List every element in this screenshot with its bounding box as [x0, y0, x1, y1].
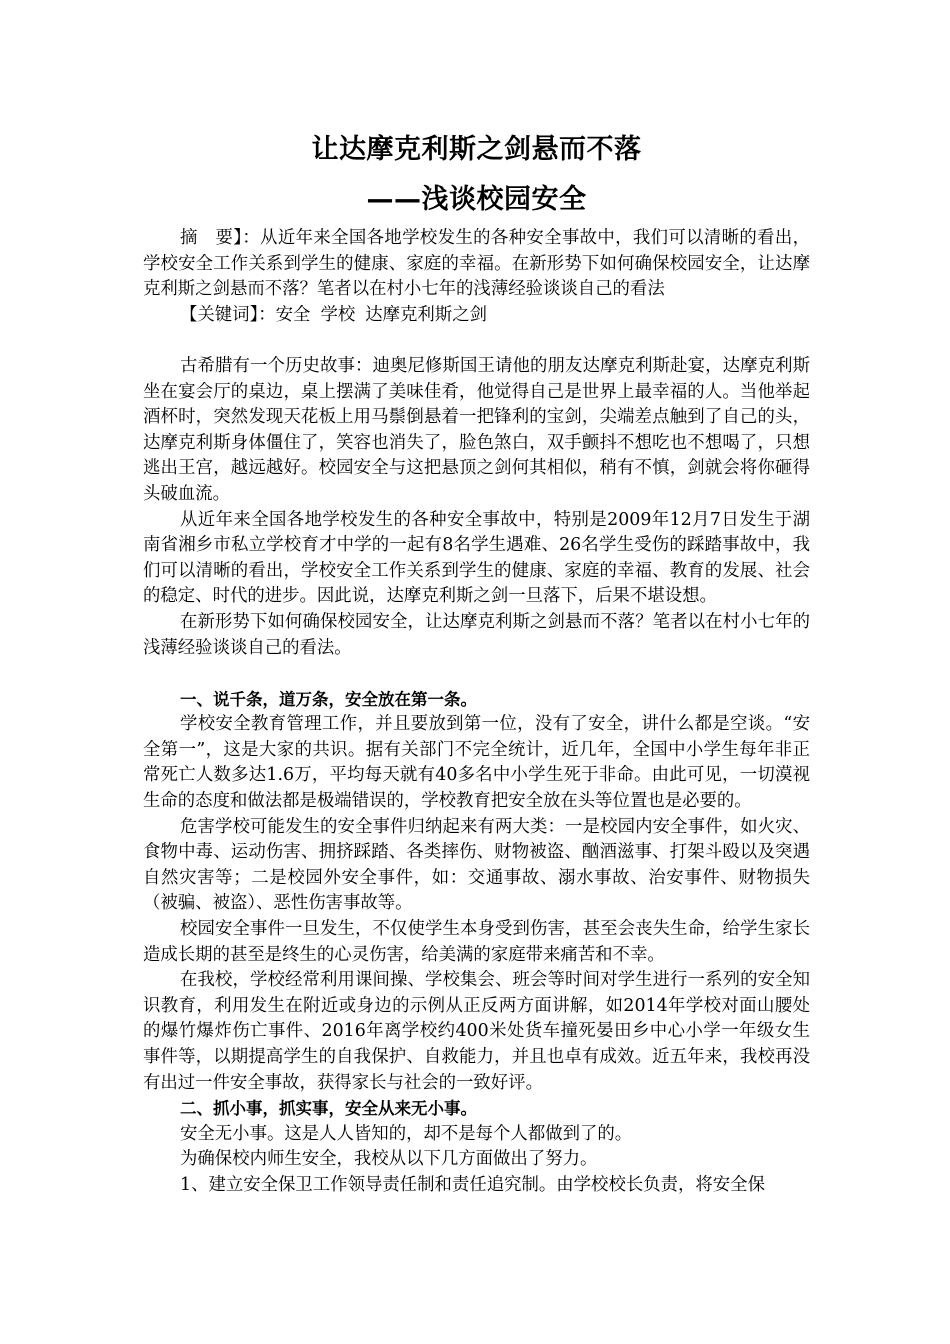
abstract-text: ：从近年来全国各地学校发生的各种安全事故中，我们可以清晰的看出，学校安全工作关系到学生的健康、家庭的幸福。在新形势下如何确保校园安全，让达摩克利斯之剑悬而不落？笔者以在村小七年的浅薄经验谈谈自己的看法: [143, 228, 810, 300]
section-heading: 一、说千条，道万条，安全放在第一条。: [180, 689, 477, 709]
document-subtitle: ——浅谈校园安全: [366, 184, 587, 215]
paragraph: 危害学校可能发生的安全事件归纳起来有两大类：一是校园内安全事件，如火灾、食物中毒、运动伤害、拥挤踩踏、各类摔伤、财物被盗、酗酒滋事、打架斗殴以及突遇自然灾害等；二是校园外安全事件，如：交通事故、溺水事故、治安事件、财物损失（被骗、被盗）、恶性伤害事故等。: [143, 816, 810, 914]
document-title: 让达摩克利斯之剑悬而不落: [311, 134, 642, 165]
paragraph: 学校安全教育管理工作，并且要放到第一位，没有了安全，讲什么都是空谈。“安全第一”，这是大家的共识。据有关部门不完全统计，近几年，全国中小学生每年非正常死亡人数多达1.6万，平均每天就有40多名中小学生死于非命。由此可见，一切漠视生命的态度和做法都是极端错误的，学校教育把安全放在头等位置也是必要的。: [143, 714, 810, 812]
keyword-item: 达摩克利斯之剑: [365, 304, 487, 325]
paragraph: 1、建立安全保卫工作领导责任制和责任追究制。由学校校长负责，将安全保: [180, 1174, 765, 1195]
keyword-item: 学校: [320, 304, 356, 325]
paragraph: 在我校，学校经常利用课间操、学校集会、班会等时间对学生进行一系列的安全知识教育，利用发生在附近或身边的示例从正反两方面讲解，如2014年学校对面山腰处的爆竹爆炸伤亡事件、2016年离学校约400米处货车撞死晏田乡中心小学一年级女生事件等，以期提高学生的自我保护、自救能力，并且也卓有成效。近五年来，我校再没有出过一件安全事故，获得家长与社会的一致好评。: [143, 970, 810, 1093]
paragraph: 安全无小事。这是人人皆知的，却不是每个人都做到了的。: [180, 1123, 633, 1144]
paragraph: 古希腊有一个历史故事：迪奥尼修斯国王请他的朋友达摩克利斯赴宴，达摩克利斯坐在宴会厅的桌边，桌上摆满了美味佳肴，他觉得自己是世界上最幸福的人。当他举起酒杯时，突然发现天花板上用马鬃倒悬着一把锋利的宝剑，尖端差点触到了自己的头，达摩克利斯身体僵住了，笑容也消失了，脸色煞白，双手颤抖不想吃也不想喝了，只想逃出王宫，越远越好。校园安全与这把悬顶之剑何其相似，稍有不慎，剑就会将你砸得头破血流。: [143, 355, 810, 504]
keyword-item: ：安全: [258, 304, 311, 325]
keywords: [143, 303, 810, 329]
paragraph: 从近年来全国各地学校发生的各种安全事故中，特别是2009年12月7日发生于湖南省湘乡市私立学校育才中学的一起有8名学生遇难、26名学生受伤的踩踏事故中，我们可以清晰的看出，学校安全工作关系到学生的健康、家庭的幸福、教育的发展、社会的稳定、时代的进步。因此说，达摩克利斯之剑一旦落下，后果不堪设想。: [143, 509, 810, 607]
paragraph: 校园安全事件一旦发生，不仅使学生本身受到伤害，甚至会丧失生命，给学生家长造成长期的甚至是终生的心灵伤害，给美满的家庭带来痛苦和不幸。: [143, 919, 810, 965]
paragraph: 在新形势下如何确保校园安全，让达摩克利斯之剑悬而不落？笔者以在村小七年的浅薄经验谈谈自己的看法。: [143, 611, 810, 658]
abstract-label: 摘 要】: [180, 228, 243, 248]
abstract: [143, 226, 810, 303]
document-body: [143, 226, 810, 1199]
keywords-label: 【关键词】: [180, 304, 259, 325]
section-heading: 二、抓小事，抓实事，安全从来无小事。: [180, 1099, 477, 1119]
paragraph: 为确保校内师生安全，我校从以下几方面做出了努力。: [180, 1149, 598, 1170]
